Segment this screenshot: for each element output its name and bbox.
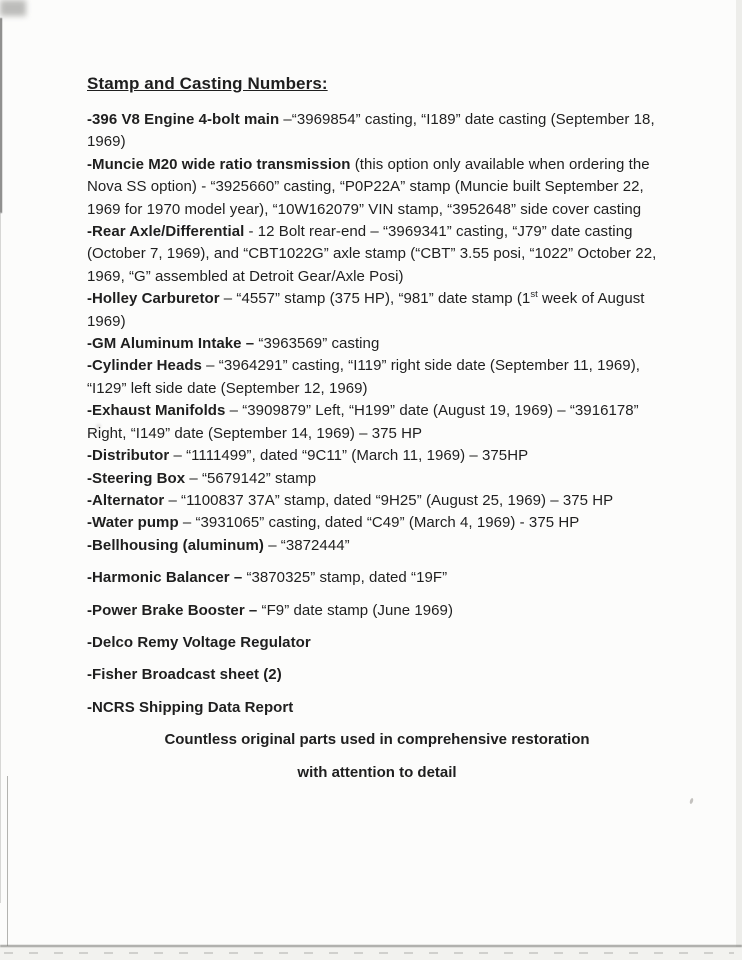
list-item	[87, 355, 667, 400]
list-item	[87, 445, 667, 467]
list-item	[87, 697, 667, 719]
list-item	[87, 333, 667, 355]
item-label: -Muncie M20 wide ratio transmission	[87, 155, 355, 173]
item-text: week of August 1969)	[87, 290, 645, 330]
item-text: (this option only available when ordering the Nova SS option) - “3925660” casting, “P0P22A” stamp (Muncie built September 22, 1969 for 1970 model year), “10W162079” VIN stamp, “3952648” side cover casting	[87, 155, 650, 218]
scan-artifact-speck	[96, 424, 101, 428]
item-label: -Steering Box	[87, 469, 186, 487]
list-item	[87, 221, 667, 288]
list-item	[87, 567, 667, 589]
list-item	[87, 400, 667, 445]
item-label: -GM Aluminum Intake –	[87, 335, 255, 353]
document-footer	[87, 729, 667, 784]
item-label: -Cylinder Heads	[87, 357, 202, 375]
list-item	[87, 632, 667, 654]
scan-artifact-bottom-dashes	[4, 952, 734, 954]
item-label: -Holley Carburetor	[87, 290, 220, 308]
scan-artifact-left-edge-faint	[0, 213, 1, 903]
list-item	[87, 600, 667, 622]
list-item	[87, 535, 667, 557]
document-page	[87, 74, 667, 784]
footer-line: Countless original parts used in comprehensive restoration	[164, 731, 590, 749]
list-item	[87, 288, 667, 333]
list-item	[87, 109, 667, 154]
item-text: – “3909879” Left, “H199” date (August 19, 1969) – “3916178” Right, “I149” date (September 14, 1969) – 375 HP	[87, 402, 639, 442]
list-item	[87, 512, 667, 534]
scan-artifact-speck	[689, 798, 694, 805]
item-text: – “3872444”	[263, 536, 350, 554]
item-text: – “3964291” casting, “I119” right side date (September 11, 1969), “I129” left side date (September 12, 1969)	[87, 357, 640, 397]
item-text: – “1100837 37A” stamp, dated “9H25” (August 25, 1969) – 375 HP	[164, 491, 614, 509]
item-label: -NCRS Shipping Data Report	[87, 698, 294, 716]
item-label: -Delco Remy Voltage Regulator	[87, 633, 311, 651]
scan-artifact-right-edge	[736, 0, 742, 960]
footer-line: with attention to detail	[297, 763, 457, 781]
item-label: -Exhaust Manifolds	[87, 402, 226, 420]
item-label: -Alternator	[87, 491, 165, 509]
item-text: “F9” date stamp (June 1969)	[257, 601, 453, 619]
item-label: -Harmonic Balancer –	[87, 569, 243, 587]
item-text: - 12 Bolt rear-end – “3969341” casting, “J79” date casting (October 7, 1969), and “CBT1022G” axle stamp (“CBT” 3.55 posi, “1022” October 22, 1969, “G” assembled at Detroit Gear/Axle Posi)	[87, 223, 657, 285]
item-label: -Fisher Broadcast sheet (2)	[87, 666, 282, 684]
item-text: –“3969854” casting, “I189” date casting (September 18, 1969)	[87, 111, 655, 151]
document-heading: Stamp and Casting Numbers:	[87, 74, 328, 93]
scan-artifact-bottom-line	[0, 945, 742, 947]
item-label: -Distributor	[87, 447, 170, 465]
scan-artifact-corner-smudge	[0, 0, 26, 16]
item-text: – “1111499”, dated “9C11” (March 11, 1969) – 375HP	[169, 447, 529, 465]
item-text: – “5679142” stamp	[185, 469, 317, 487]
item-text: “3870325” stamp, dated “19F”	[242, 569, 448, 587]
item-label: -Water pump	[87, 514, 179, 532]
item-text: st	[530, 289, 538, 301]
item-label: -Bellhousing (aluminum)	[87, 536, 264, 554]
scan-artifact-left-edge	[0, 18, 2, 213]
document-body	[87, 109, 667, 719]
list-item	[87, 490, 667, 512]
item-label: -Rear Axle/Differential	[87, 223, 245, 241]
item-label: -396 V8 Engine 4-bolt main	[87, 111, 284, 128]
list-item	[87, 664, 667, 686]
list-item	[87, 154, 667, 221]
item-label: -Power Brake Booster –	[87, 601, 258, 619]
item-text: – “4557” stamp (375 HP), “981” date stamp (1	[219, 290, 531, 308]
list-item	[87, 468, 667, 490]
item-text: “3963569” casting	[254, 335, 380, 353]
scan-artifact-left-line	[7, 776, 8, 946]
item-text: – “3931065” casting, dated “C49” (March 4, 1969) - 375 HP	[178, 514, 580, 532]
